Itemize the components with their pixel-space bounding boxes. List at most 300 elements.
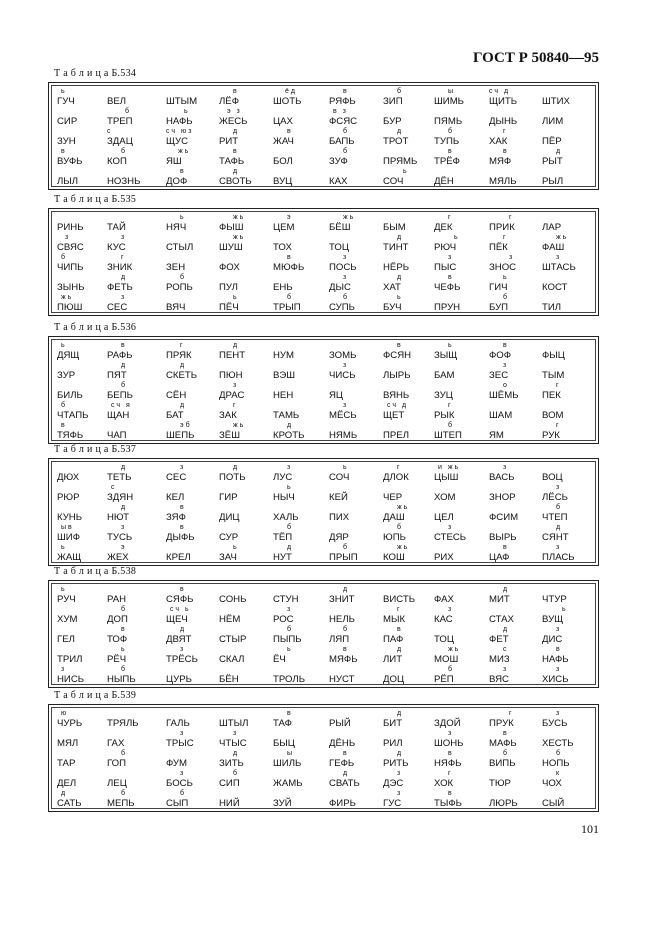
word-cell <box>107 524 165 544</box>
word-cell <box>489 666 547 686</box>
word-text: ЗДАЦ <box>107 136 133 147</box>
table-row <box>49 710 598 730</box>
phonetic-annotation: з <box>556 710 562 717</box>
word-text: ШОТЬ <box>273 96 302 107</box>
word-text: САТЬ <box>57 798 82 809</box>
phonetic-annotation: з <box>556 484 562 491</box>
phonetic-annotation: в <box>343 646 349 653</box>
phonetic-annotation: б <box>287 626 294 633</box>
table-row <box>49 274 598 294</box>
word-text: ЮПЬ <box>383 532 406 543</box>
word-cell <box>434 342 492 362</box>
word-cell <box>219 710 277 730</box>
word-text: ДОЦ <box>383 674 405 685</box>
word-cell <box>489 710 547 730</box>
word-text: ГУС <box>383 798 402 809</box>
word-text: ПИХ <box>329 512 350 523</box>
word-cell <box>434 606 492 626</box>
phonetic-annotation: б <box>503 750 510 757</box>
word-cell <box>273 382 331 402</box>
word-text: РИЛ <box>383 738 403 749</box>
word-cell <box>273 484 331 504</box>
word-cell <box>434 214 492 234</box>
word-text: ВЯС <box>489 674 509 685</box>
phonetic-annotation: б <box>61 402 68 409</box>
word-cell <box>329 168 387 188</box>
word-cell <box>166 770 224 790</box>
word-text: НУСТ <box>329 674 355 685</box>
phonetic-annotation: б <box>448 666 455 673</box>
phonetic-annotation: б <box>180 790 187 797</box>
word-cell <box>273 294 331 314</box>
word-cell <box>542 730 600 750</box>
phonetic-annotation: з <box>343 254 349 261</box>
word-text: СИР <box>57 116 78 127</box>
word-text: ВЯЧ <box>166 302 186 313</box>
phonetic-annotation: с <box>107 128 113 135</box>
word-cell <box>542 254 600 274</box>
phonetic-annotation: жь <box>233 234 246 241</box>
word-text: ФСЯС <box>329 116 358 127</box>
word-text: БИТ <box>383 718 403 729</box>
phonetic-annotation: в <box>180 524 186 531</box>
word-text: ШУШ <box>219 242 243 253</box>
word-cell <box>383 770 441 790</box>
word-cell <box>434 666 492 686</box>
word-cell <box>166 464 224 484</box>
table-caption: Т а б л и ц а Б.535 <box>54 194 137 205</box>
word-text: ТЫМ <box>542 370 565 381</box>
word-cell <box>273 770 331 790</box>
word-text: ШТЕП <box>434 430 462 441</box>
word-text: НЕН <box>273 390 294 401</box>
word-cell <box>166 294 224 314</box>
word-text: НУМ <box>273 350 295 361</box>
word-cell <box>329 770 387 790</box>
word-text: НЁМ <box>219 614 241 625</box>
word-text: ФАШ <box>542 242 565 253</box>
word-cell <box>383 294 441 314</box>
phonetic-annotation: в <box>287 254 293 261</box>
word-table <box>48 82 599 190</box>
word-text: ТРЕП <box>107 116 133 127</box>
word-cell <box>166 524 224 544</box>
word-text: ПОСЬ <box>329 262 357 273</box>
phonetic-annotation: б <box>121 666 128 673</box>
word-cell <box>434 750 492 770</box>
phonetic-annotation: в <box>121 626 127 633</box>
word-text: ШИЛЬ <box>273 758 302 769</box>
word-text: ДВЯТ <box>166 634 192 645</box>
word-cell <box>383 730 441 750</box>
table-row <box>49 234 598 254</box>
word-text: ЗЁШ <box>219 430 240 441</box>
phonetic-annotation: з <box>448 730 454 737</box>
word-cell <box>489 342 547 362</box>
phonetic-annotation: з <box>180 770 186 777</box>
word-text: МЯЛ <box>57 738 79 749</box>
word-cell <box>107 214 165 234</box>
word-text: ВОЦ <box>542 472 563 483</box>
word-cell <box>383 750 441 770</box>
word-cell <box>329 382 387 402</box>
word-text: ДЫНЬ <box>489 116 518 127</box>
word-text: ХАК <box>489 136 508 147</box>
word-text: ПЕК <box>542 390 561 401</box>
word-text: ШТИХ <box>542 96 570 107</box>
table-row <box>49 484 598 504</box>
word-cell <box>329 524 387 544</box>
phonetic-annotation: б <box>448 422 455 429</box>
word-text: ПЫС <box>434 262 457 273</box>
word-text: МАФЬ <box>489 738 517 749</box>
phonetic-annotation: в <box>503 342 509 349</box>
phonetic-annotation: в <box>180 586 186 593</box>
word-cell <box>166 750 224 770</box>
phonetic-annotation: э <box>287 214 293 221</box>
word-cell <box>434 710 492 730</box>
word-cell <box>107 148 165 168</box>
word-text: ФСЯН <box>383 350 412 361</box>
word-cell <box>273 606 331 626</box>
phonetic-annotation: з <box>180 464 186 471</box>
word-cell <box>542 422 600 442</box>
word-cell <box>383 402 441 422</box>
word-cell <box>107 606 165 626</box>
word-text: СТЫР <box>219 634 247 645</box>
phonetic-annotation: ь <box>403 168 409 175</box>
word-cell <box>434 108 492 128</box>
word-cell <box>329 214 387 234</box>
phonetic-annotation: б <box>121 382 128 389</box>
word-text: ВИПЬ <box>489 758 516 769</box>
phonetic-annotation: в <box>503 730 509 737</box>
word-text: ЩЕЧ <box>166 614 188 625</box>
phonetic-annotation: ь <box>61 88 67 95</box>
word-text: ДИЦ <box>219 512 240 523</box>
word-cell <box>542 402 600 422</box>
word-text: ЛЕЦ <box>107 778 127 789</box>
word-text: РЮР <box>57 492 80 503</box>
word-text: МЕПЬ <box>107 798 135 809</box>
phonetic-annotation: г <box>503 234 508 241</box>
phonetic-annotation: д <box>180 402 187 409</box>
word-cell <box>434 626 492 646</box>
word-cell <box>107 362 165 382</box>
phonetic-annotation: в <box>180 504 186 511</box>
word-text: ТАФЬ <box>219 156 245 167</box>
word-cell <box>273 524 331 544</box>
word-cell <box>542 234 600 254</box>
word-cell <box>542 362 600 382</box>
word-text: СВОТЬ <box>219 176 252 187</box>
word-text: БЕПЬ <box>107 390 133 401</box>
phonetic-annotation: з <box>65 234 71 241</box>
word-cell <box>383 606 441 626</box>
word-text: ТРЁСЬ <box>166 654 198 665</box>
word-cell <box>166 148 224 168</box>
word-text: ТРЯЛЬ <box>107 718 139 729</box>
phonetic-annotation: в <box>503 148 509 155</box>
phonetic-annotation: ь <box>562 606 568 613</box>
word-cell <box>489 362 547 382</box>
phonetic-annotation: б <box>287 524 294 531</box>
word-text: ЧЕР <box>383 492 403 503</box>
word-cell <box>383 464 441 484</box>
word-text: ШИФ <box>57 532 80 543</box>
word-text: ЧТЫС <box>219 738 247 749</box>
word-cell <box>107 544 165 564</box>
word-text: ДЁНЬ <box>329 738 356 749</box>
word-cell <box>329 294 387 314</box>
table-row <box>49 626 598 646</box>
table-row <box>49 422 598 442</box>
phonetic-annotation: з <box>287 464 293 471</box>
word-text: ЕНЬ <box>273 282 293 293</box>
word-cell <box>489 544 547 564</box>
word-cell <box>383 148 441 168</box>
phonetic-annotation: б <box>121 606 128 613</box>
phonetic-annotation: д <box>61 790 68 797</box>
word-cell <box>329 342 387 362</box>
word-text: ТЮР <box>489 778 511 789</box>
word-cell <box>273 422 331 442</box>
word-cell <box>434 544 492 564</box>
word-text: ЯШ <box>166 156 182 167</box>
word-text: ЩАН <box>107 410 130 421</box>
word-text: ВОМ <box>542 410 564 421</box>
phonetic-annotation: в <box>503 544 509 551</box>
word-text: ТЁП <box>273 532 293 543</box>
phonetic-annotation: б <box>233 770 240 777</box>
phonetic-annotation: в <box>343 88 349 95</box>
word-cell <box>219 544 277 564</box>
word-cell <box>273 128 331 148</box>
word-text: ДОФ <box>166 176 188 187</box>
phonetic-annotation: д <box>233 750 240 757</box>
word-cell <box>383 646 441 666</box>
word-cell <box>489 382 547 402</box>
word-cell <box>107 586 165 606</box>
word-cell <box>542 626 600 646</box>
word-cell <box>166 504 224 524</box>
word-cell <box>329 646 387 666</box>
table-row <box>49 88 598 108</box>
phonetic-annotation: жь <box>556 234 569 241</box>
word-cell <box>273 464 331 484</box>
phonetic-annotation: ь <box>287 646 293 653</box>
word-text: ЗЯФ <box>166 512 186 523</box>
phonetic-annotation: д <box>397 646 404 653</box>
word-text: МОШ <box>434 654 459 665</box>
word-text: ДЕЛ <box>57 778 77 789</box>
phonetic-annotation: жь <box>448 646 461 653</box>
word-cell <box>273 730 331 750</box>
word-text: РОС <box>273 614 294 625</box>
word-cell <box>329 402 387 422</box>
word-cell <box>166 710 224 730</box>
word-cell <box>219 790 277 810</box>
word-text: СКАЛ <box>219 654 245 665</box>
phonetic-annotation: ю <box>61 710 69 717</box>
phonetic-annotation: э <box>121 544 127 551</box>
phonetic-annotation: д <box>180 626 187 633</box>
word-cell <box>542 148 600 168</box>
word-cell <box>489 524 547 544</box>
word-text: ПРЯМЬ <box>383 156 418 167</box>
phonetic-annotation: ь <box>61 544 67 551</box>
word-cell <box>273 362 331 382</box>
word-text: ЩИТЬ <box>489 96 518 107</box>
word-table <box>48 704 599 812</box>
word-cell <box>434 168 492 188</box>
word-cell <box>166 108 224 128</box>
phonetic-annotation: в <box>180 168 186 175</box>
word-cell <box>489 88 547 108</box>
table-row <box>49 402 598 422</box>
phonetic-annotation: д <box>287 544 294 551</box>
word-text: БЫМ <box>383 222 406 233</box>
word-text: ТРЫП <box>273 302 301 313</box>
word-cell <box>434 362 492 382</box>
word-text: ЖАЧ <box>273 136 294 147</box>
word-text: РАН <box>107 594 127 605</box>
word-text: ТЯФЬ <box>57 430 84 441</box>
word-cell <box>166 626 224 646</box>
word-text: ДЛОК <box>383 472 409 483</box>
word-cell <box>219 484 277 504</box>
word-cell <box>273 234 331 254</box>
word-cell <box>489 750 547 770</box>
word-cell <box>107 402 165 422</box>
word-text: ЛЫЛ <box>57 176 79 187</box>
word-text: ВЯНЬ <box>383 390 410 401</box>
word-text: ЗЫЩ <box>434 350 458 361</box>
word-text: ПОТЬ <box>219 472 246 483</box>
word-cell <box>383 422 441 442</box>
word-cell <box>489 128 547 148</box>
word-cell <box>383 790 441 810</box>
word-text: МИЗ <box>489 654 510 665</box>
word-cell <box>219 422 277 442</box>
word-cell <box>166 730 224 750</box>
phonetic-annotation: г <box>448 214 453 221</box>
word-cell <box>383 626 441 646</box>
word-cell <box>273 108 331 128</box>
phonetic-annotation: в <box>233 88 239 95</box>
word-text: ГИР <box>219 492 238 503</box>
word-text: ЗЕС <box>489 370 509 381</box>
word-text: ТРОТ <box>383 136 409 147</box>
word-cell <box>434 464 492 484</box>
word-text: ШТЫЛ <box>219 718 249 729</box>
word-text: ТЕТЬ <box>107 472 132 483</box>
word-text: РОПЬ <box>166 282 193 293</box>
word-text: ЧТАПЬ <box>57 410 89 421</box>
word-cell <box>107 790 165 810</box>
word-text: ПЁК <box>489 242 508 253</box>
word-text: РИХ <box>434 552 454 563</box>
word-text: ПАФ <box>383 634 404 645</box>
word-text: ВЕЛ <box>107 96 127 107</box>
word-cell <box>166 168 224 188</box>
word-cell <box>219 730 277 750</box>
word-text: ГУЧ <box>57 96 75 107</box>
word-text: РЁП <box>434 674 454 685</box>
word-text: БУСЬ <box>542 718 568 729</box>
word-text: ХАТ <box>383 282 401 293</box>
word-cell <box>383 710 441 730</box>
word-cell <box>542 750 600 770</box>
word-text: ТОЦ <box>434 634 454 645</box>
phonetic-annotation: д <box>121 464 128 471</box>
phonetic-annotation: д <box>556 524 563 531</box>
word-text: ТЫФЬ <box>434 798 462 809</box>
word-text: ЛИМ <box>542 116 564 127</box>
word-text: ДЯР <box>329 532 349 543</box>
phonetic-annotation: з <box>509 254 515 261</box>
word-text: ФОХ <box>219 262 240 273</box>
word-cell <box>166 606 224 626</box>
word-text: ЩУС <box>166 136 189 147</box>
word-cell <box>107 108 165 128</box>
word-text: МЯФ <box>489 156 512 167</box>
phonetic-annotation: ь <box>61 342 67 349</box>
word-text: РИНЬ <box>57 222 84 233</box>
phonetic-annotation: эб <box>180 422 192 429</box>
table-row <box>49 168 598 188</box>
phonetic-annotation: в <box>287 128 293 135</box>
phonetic-annotation: г <box>180 342 185 349</box>
word-text: ЯМ <box>489 430 504 441</box>
table-row <box>49 646 598 666</box>
word-cell <box>383 666 441 686</box>
phonetic-annotation: ёд <box>285 88 297 95</box>
word-table <box>48 208 599 316</box>
word-text: ПЮШ <box>57 302 83 313</box>
word-text: БИЛЬ <box>57 390 83 401</box>
word-cell <box>434 504 492 524</box>
table-row <box>49 148 598 168</box>
table-row <box>49 254 598 274</box>
word-cell <box>434 402 492 422</box>
phonetic-annotation: д <box>343 586 350 593</box>
phonetic-annotation: ы <box>448 88 456 95</box>
word-cell <box>107 88 165 108</box>
word-cell <box>329 464 387 484</box>
word-cell <box>329 274 387 294</box>
word-cell <box>434 484 492 504</box>
page-number: 101 <box>581 822 599 836</box>
word-cell <box>107 294 165 314</box>
phonetic-annotation: ь <box>61 586 67 593</box>
word-text: ЗУЦ <box>434 390 453 401</box>
word-text: ШИМЬ <box>434 96 464 107</box>
word-text: ХУМ <box>57 614 78 625</box>
word-text: ЖЕСЬ <box>219 116 248 127</box>
word-cell <box>107 626 165 646</box>
word-text: ДЭС <box>383 778 404 789</box>
word-text: БЁН <box>219 674 239 685</box>
phonetic-annotation: з <box>556 666 562 673</box>
word-cell <box>434 790 492 810</box>
phonetic-annotation: з <box>448 254 454 261</box>
word-text: ХИСЬ <box>542 674 569 685</box>
phonetic-annotation: д <box>121 504 128 511</box>
word-text: СОЧ <box>383 176 404 187</box>
word-text: ДЮХ <box>57 472 80 483</box>
word-cell <box>166 544 224 564</box>
